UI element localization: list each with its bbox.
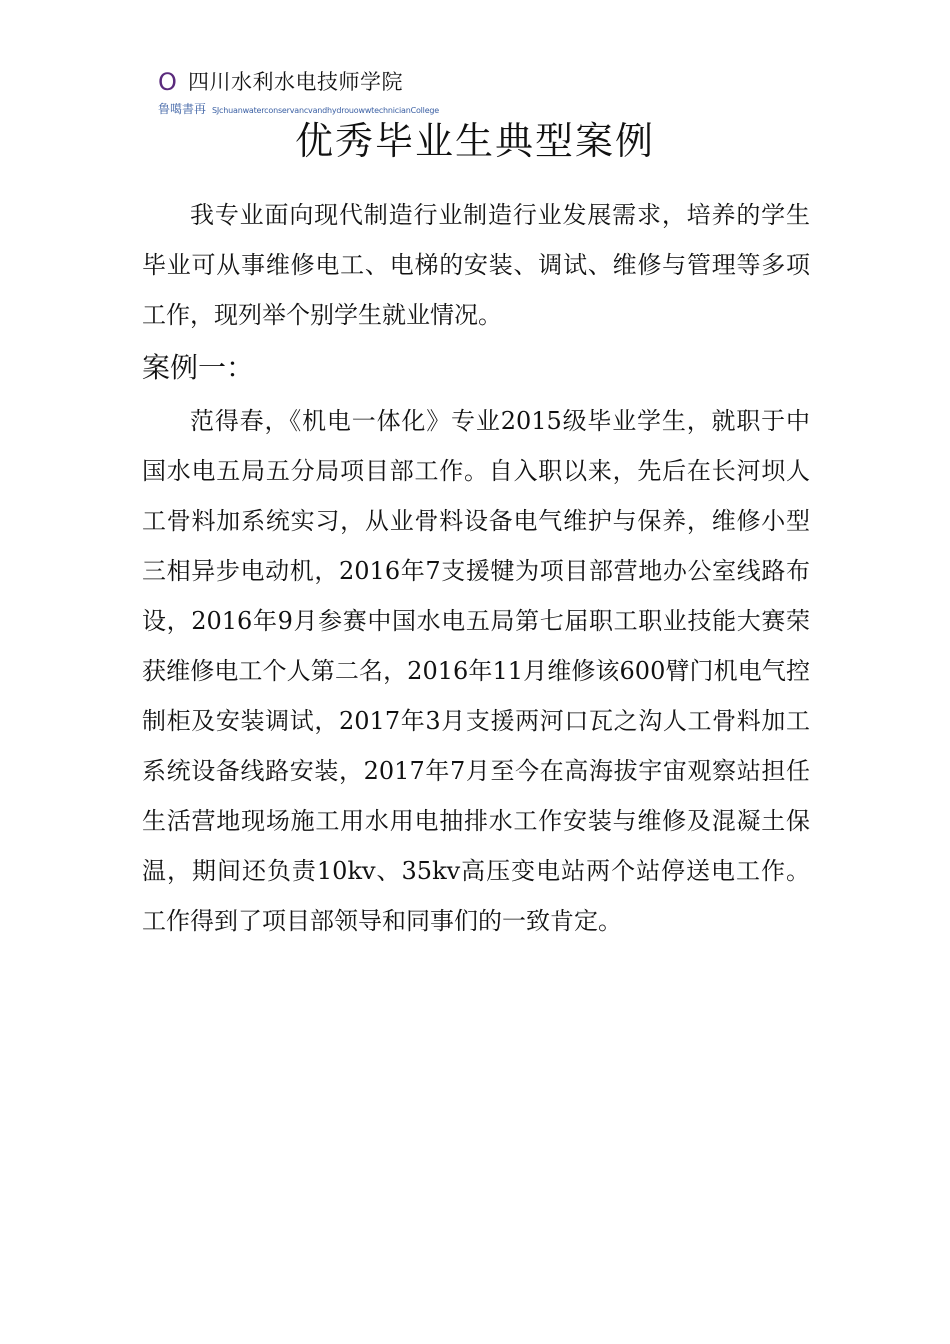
case-heading: 案例一： xyxy=(142,351,255,384)
school-name: 四川水利水电技师学院 xyxy=(188,70,403,94)
document-title: 优秀毕业生典型案例 xyxy=(294,119,655,163)
document-body xyxy=(142,190,810,946)
school-header xyxy=(158,66,558,120)
header-logo-row xyxy=(158,66,558,98)
case-paragraph: 范得春，《机电一体化》专业2015级毕业学生，就职于中国水电五局五分局项目部工作。自入职以来，先后在长河坝人工骨料加系统实习，从业骨料设备电气维护与保养，维修小型三相异步电动机，2016年7支援犍为项目部营地办公室线路布设，2016年9月参赛中国水电五局第七届职工职业技能大赛荣获维修电工个人第二名，2016年11月维修该600臂门机电气控制柜及安装调试，2017年3月支援两河口瓦之沟人工骨料加工系统设备线路安装，2017年7月至今在高海拔宇宙观察站担任生活营地现场施工用水用电抽排水工作安装与维修及混凝土保温，期间还负责10kv、35kv高压变电站两个站停送电工作。工作得到了项目部领导和同事们的一致肯定。 xyxy=(142,407,810,935)
intro-paragraph: 我专业面向现代制造行业制造行业发展需求，培养的学生毕业可从事维修电工、电梯的安装、调试、维修与管理等多项工作，现列举个别学生就业情况。 xyxy=(142,201,810,329)
header-sub-row xyxy=(158,100,558,117)
school-logo-icon: O xyxy=(158,68,177,96)
school-subtitle-en: SJchuanwaterconservancvandhydrouowwtechnicianCollege xyxy=(212,106,440,115)
school-subtitle-cn: 鲁噶書再 xyxy=(158,102,207,116)
